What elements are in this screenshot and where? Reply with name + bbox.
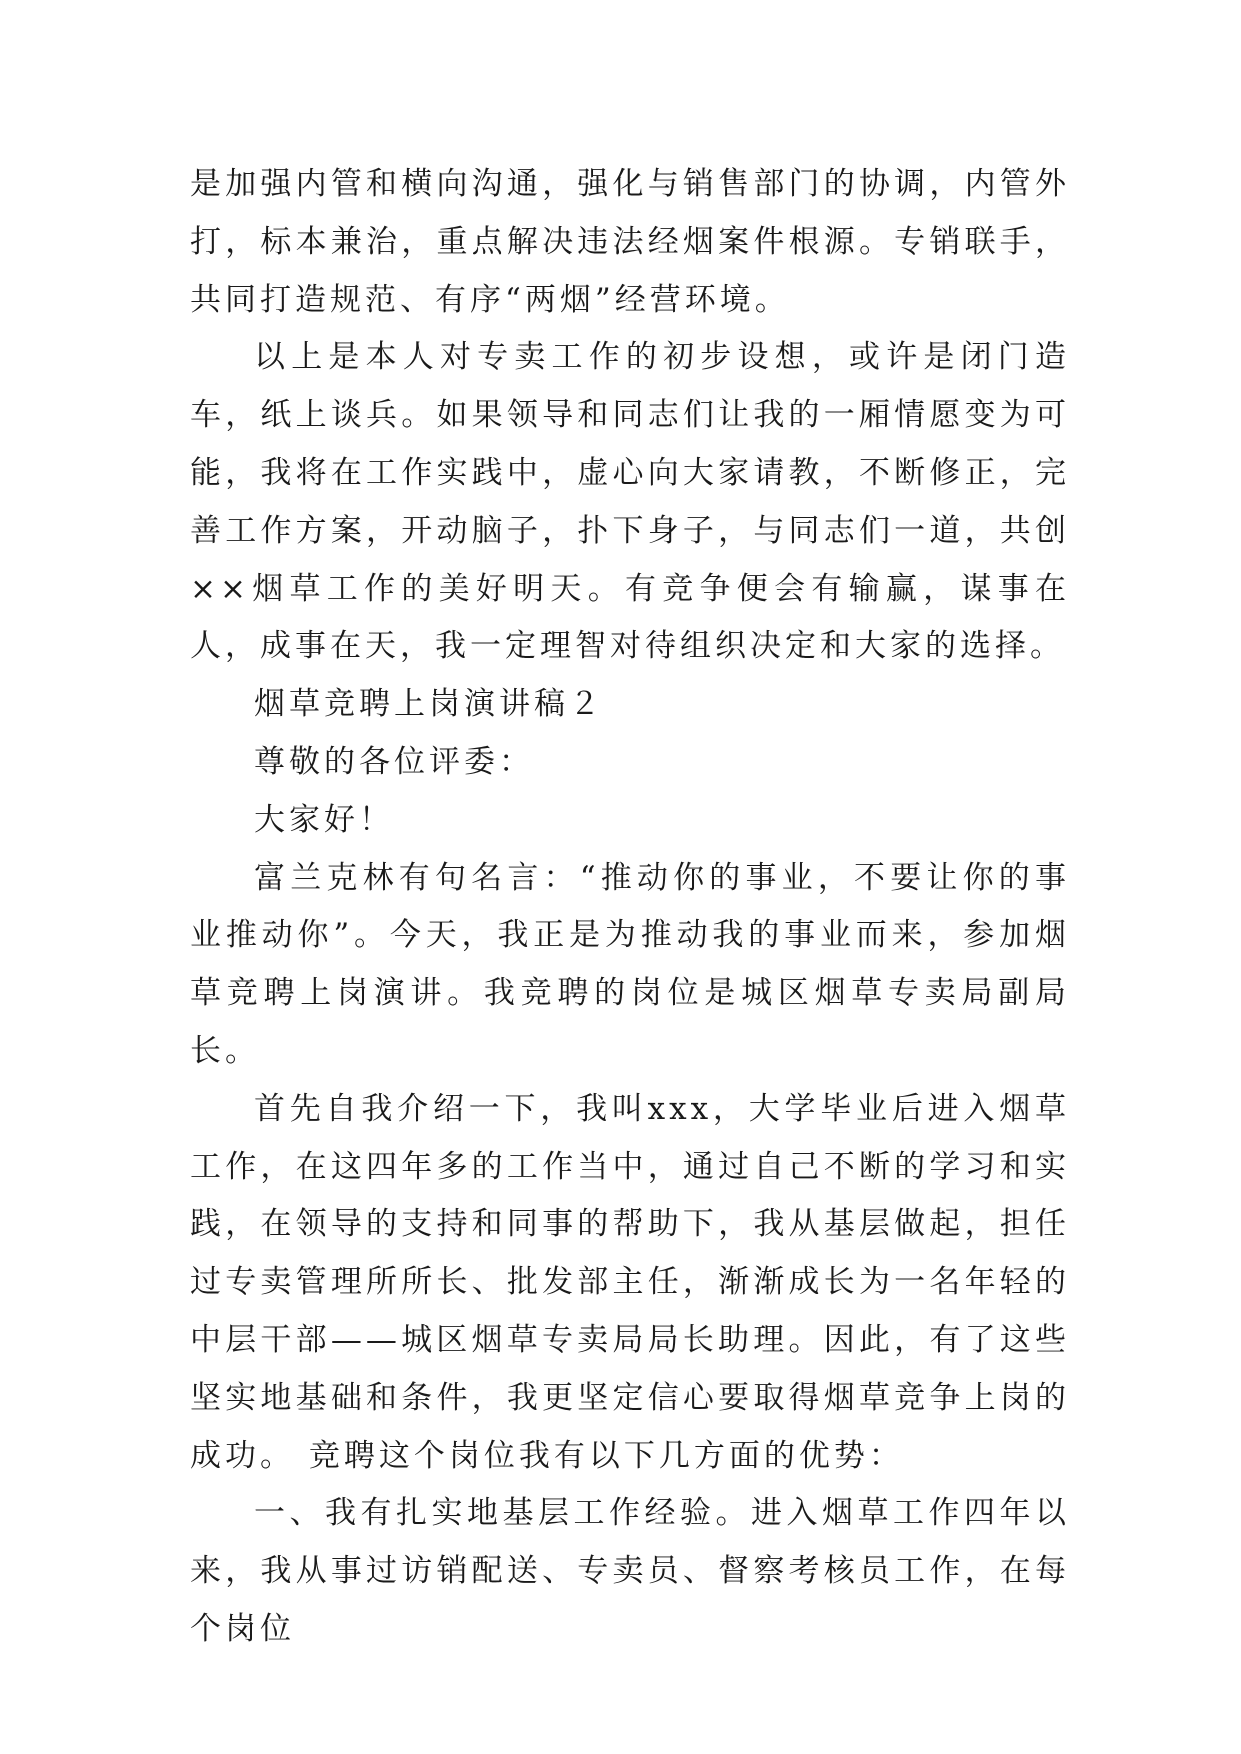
document-body — [190, 156, 1070, 1659]
paragraph-advantage-1: 一、我有扎实地基层工作经验。进入烟草工作四年以来，我从事过访销配送、专卖员、督察考核员工作，在每个岗位 — [190, 1495, 1070, 1647]
paragraph-1: 是加强内管和横向沟通，强化与销售部门的协调，内管外打，标本兼治，重点解决违法经烟案件根源。专销联手，共同打造规范、有序“两烟”经营环境。 — [190, 166, 1070, 318]
paragraph-2: 以上是本人对专卖工作的初步设想，或许是闭门造车，纸上谈兵。如果领导和同志们让我的一厢情愿变为可能，我将在工作实践中，虚心向大家请教，不断修正，完善工作方案，开动脑子，扑下身子，与同志们一道，共创××烟草工作的美好明天。有竞争便会有输赢，谋事在人，成事在天，我一定理智对待组织决定和大家的选择。 — [190, 339, 1070, 665]
salutation: 尊敬的各位评委： — [254, 743, 534, 780]
paragraph-introduction: 首先自我介绍一下，我叫xxx，大学毕业后进入烟草工作，在这四年多的工作当中，通过自己不断的学习和实践，在领导的支持和同事的帮助下，我从基层做起，担任过专卖管理所所长、批发部主任，渐渐成长为一名年轻的中层干部——城区烟草专卖局局长助理。因此，有了这些坚实地基础和条件，我更坚定信心要取得烟草竞争上岗的成功。 竞聘这个岗位我有以下几方面的优势： — [190, 1090, 1070, 1474]
paragraph-quote: 富兰克林有句名言：“推动你的事业，不要让你的事业推动你”。今天，我正是为推动我的事业而来，参加烟草竞聘上岗演讲。我竞聘的岗位是城区烟草专卖局副局长。 — [190, 859, 1070, 1069]
greeting: 大家好！ — [254, 801, 394, 838]
section-title: 烟草竞聘上岗演讲稿２ — [254, 686, 604, 723]
